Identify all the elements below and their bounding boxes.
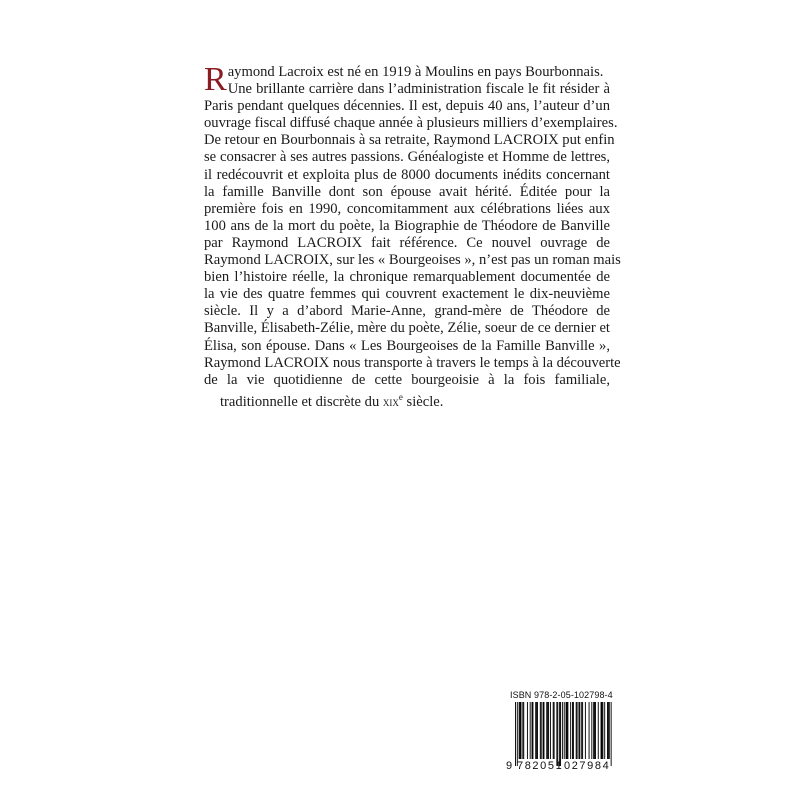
barcode-bar bbox=[543, 702, 544, 759]
barcode-bar bbox=[567, 702, 568, 759]
barcode-bar bbox=[591, 702, 592, 759]
barcode-bar bbox=[519, 702, 520, 759]
barcode-bar bbox=[566, 702, 567, 759]
blurb-line-20: traditionnelle et discrète du xix$^e$ siècle. bbox=[220, 391, 444, 410]
barcode-bar bbox=[567, 702, 568, 759]
barcode-bar bbox=[572, 702, 573, 759]
barcode-bar bbox=[562, 702, 563, 759]
barcode-bar bbox=[602, 702, 603, 759]
barcode-bar bbox=[540, 702, 541, 759]
barcode-bar bbox=[601, 702, 602, 759]
blurb-text bbox=[204, 61, 621, 410]
barcode-bar bbox=[548, 702, 549, 759]
barcode-bar bbox=[527, 702, 528, 759]
blurb-line-17: Élisa, son épouse. Dans « Les Bourgeoises de la Famille Banville », bbox=[204, 337, 610, 354]
barcode-bar bbox=[579, 702, 580, 759]
barcode-bar bbox=[535, 702, 536, 759]
blurb-line-11: par Raymond LACROIX fait référence. Ce nouvel ouvrage de bbox=[204, 234, 610, 251]
blurb-line-text: aymond Lacroix est né en 1919 à Moulins en pays Bourbonnais. bbox=[227, 64, 604, 80]
ean-first-digit: 9 bbox=[506, 760, 513, 772]
barcode-bar bbox=[593, 702, 594, 759]
barcode-bar bbox=[521, 702, 522, 759]
barcode-bar bbox=[532, 702, 533, 759]
barcode-bar bbox=[601, 702, 602, 759]
barcode-bar bbox=[608, 702, 609, 759]
barcode-bar bbox=[585, 702, 586, 759]
barcode-bar bbox=[553, 702, 554, 759]
barcode-bar bbox=[607, 702, 608, 759]
blurb-line-9: première fois en 1990, concomitamment aux célébrations liées aux bbox=[204, 200, 610, 217]
barcode-bar bbox=[544, 702, 545, 759]
blurb-line-3: Paris pendant quelques décennies. Il est, depuis 40 ans, l’auteur d’un bbox=[204, 98, 610, 115]
barcode-bar bbox=[550, 702, 551, 759]
barcode-bar bbox=[577, 702, 578, 759]
blurb-line-7: il redécouvrit et exploita plus de 8000 documents inédits concernant bbox=[204, 166, 610, 183]
barcode-bar bbox=[564, 702, 565, 759]
barcode-bar bbox=[532, 702, 533, 759]
barcode-bar bbox=[559, 702, 560, 766]
barcode-bar bbox=[517, 702, 518, 766]
barcode-bar bbox=[536, 702, 537, 759]
barcode-bar bbox=[560, 702, 561, 766]
barcode-bar bbox=[541, 702, 542, 759]
barcode-bar bbox=[547, 702, 548, 759]
barcode-bar bbox=[578, 702, 579, 759]
blurb-line-4: ouvrage fiscal diffusé chaque année à plusieurs milliers d’exemplaires. bbox=[204, 115, 618, 132]
blurb-line-10: 100 ans de la mort du poète, la Biographie de Théodore de Banville bbox=[204, 217, 610, 234]
barcode-bar bbox=[589, 702, 590, 759]
barcode-bar bbox=[576, 702, 577, 759]
barcode-bar bbox=[554, 702, 555, 759]
barcode-bar bbox=[520, 702, 521, 759]
barcode-bar bbox=[570, 702, 571, 759]
drop-cap: R bbox=[204, 61, 227, 98]
barcode-bar bbox=[522, 702, 523, 759]
isbn-barcode bbox=[506, 690, 612, 782]
blurb-line-15: siècle. Il y a d’abord Marie-Anne, grand-mère de Théodore de bbox=[204, 303, 610, 320]
blurb-line-5: De retour en Bourbonnais à sa retraite, Raymond LACROIX put enfin bbox=[204, 132, 615, 149]
blurb-line-6: se consacrer à ses autres passions. Généalogiste et Homme de lettres, bbox=[204, 149, 610, 166]
barcode-bar bbox=[530, 702, 531, 759]
barcode-bar bbox=[573, 702, 574, 759]
barcode-bar bbox=[556, 702, 557, 766]
blurb-line-2: Une brillante carrière dans l’administration fiscale le fit résider à bbox=[227, 81, 610, 98]
barcode-bar bbox=[598, 702, 599, 759]
barcode-bar bbox=[609, 702, 610, 759]
blurb-line-12: Raymond LACROIX, sur les « Bourgeoises », n’est pas un roman mais bbox=[204, 252, 621, 269]
blurb-line-8: la famille Banville dont son épouse avait hérité. Éditée pour la bbox=[204, 183, 610, 200]
barcode-bar bbox=[515, 702, 516, 766]
barcode-bar bbox=[546, 702, 547, 759]
blurb-line-16: Banville, Élisabeth-Zélie, mère du poète, Zélie, soeur de ce dernier et bbox=[204, 320, 610, 337]
barcode-bar bbox=[557, 702, 558, 766]
barcode-bar bbox=[611, 702, 612, 766]
barcode-bar bbox=[582, 702, 583, 759]
blurb-line-19: de la vie quotidienne de cette bourgeoisie à la fois familiale, bbox=[204, 371, 610, 388]
ean-left-group: 782051 bbox=[517, 760, 564, 772]
barcode-bar bbox=[604, 702, 605, 759]
blurb-line-13: bien l’histoire réelle, la chronique remarquablement documentée de bbox=[204, 269, 610, 286]
ean-right-group: 027984 bbox=[564, 760, 611, 772]
barcode-bar bbox=[594, 702, 595, 759]
barcode-bar bbox=[537, 702, 538, 759]
blurb-line-18: Raymond LACROIX nous transporte à travers le temps à la découverte bbox=[204, 354, 621, 371]
barcode-bar bbox=[523, 702, 524, 759]
blurb-line-14: la vie des quatre femmes qui couvrent exactement le dix-neuvième bbox=[204, 286, 610, 303]
barcode-bar bbox=[581, 702, 582, 759]
barcode-bar bbox=[595, 702, 596, 759]
isbn-label: ISBN 978-2-05-102798-4 bbox=[510, 690, 613, 700]
